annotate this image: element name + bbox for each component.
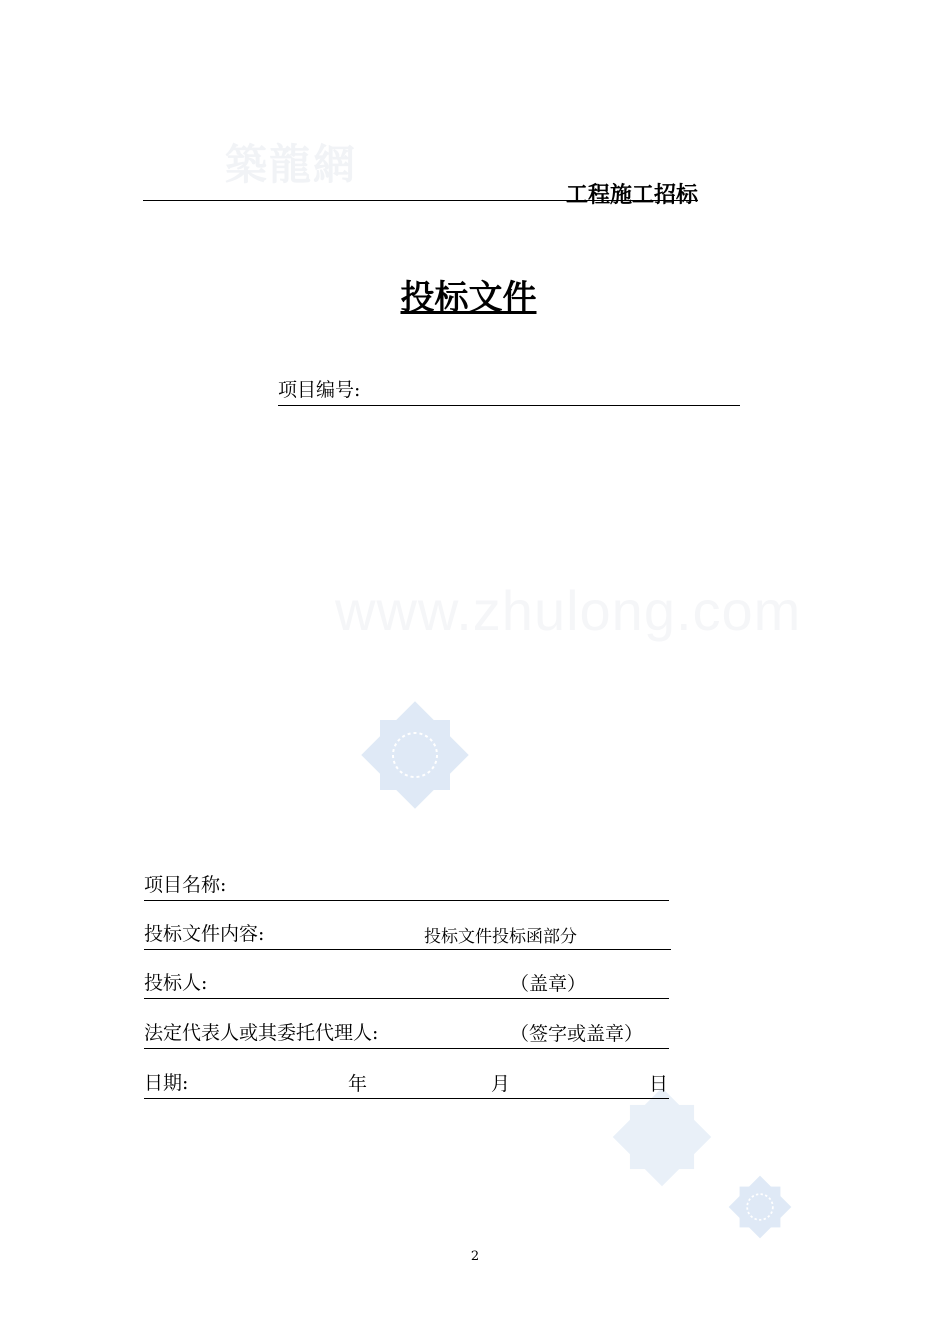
document-title: 投标文件 [400,278,537,318]
date-year-label: 年 [348,1073,368,1095]
page-number: 2 [470,1249,480,1264]
representative-field[interactable] [144,1021,669,1049]
header-title: 工程施工招标 [565,183,698,208]
content-label: 投标文件内容: [144,923,265,945]
date-field[interactable] [144,1071,669,1099]
representative-label: 法定代表人或其委托代理人: [144,1022,379,1044]
date-label: 日期: [144,1072,189,1094]
date-month-label: 月 [491,1073,511,1095]
watermark-logo-icon [722,1172,798,1242]
bidder-seal-note: （盖章） [510,973,587,995]
date-day-label: 日 [649,1073,669,1095]
project-number-field[interactable] [278,378,740,406]
watermark-logo-icon [355,695,475,815]
content-value: 投标文件投标函部分 [424,927,577,947]
representative-sign-note: （签字或盖章） [510,1023,644,1045]
watermark-brand: 築龍網 [225,140,358,189]
project-name-label: 项目名称: [144,874,227,896]
content-field[interactable] [144,922,671,950]
bidder-field[interactable] [144,971,669,999]
project-number-label: 项目编号: [278,379,361,401]
bidder-label: 投标人: [144,972,208,994]
project-name-field[interactable] [144,873,669,901]
watermark-url: www.zhulong.com [335,579,802,642]
